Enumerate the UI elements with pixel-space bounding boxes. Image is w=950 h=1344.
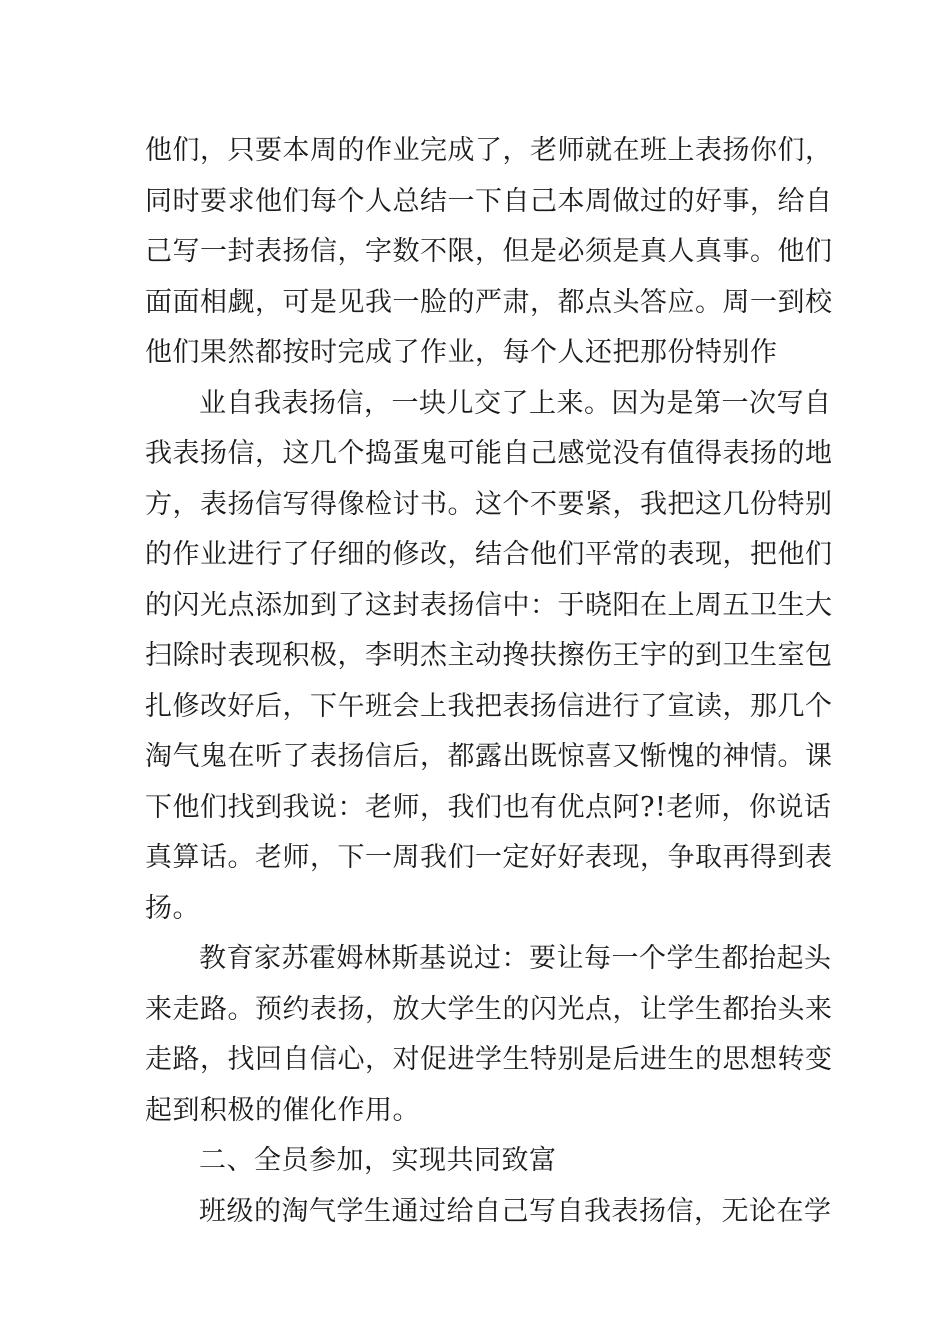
text-line: 扎修改好后，下午班会上我把表扬信进行了宣读，那几个	[145, 690, 833, 722]
text-line: 教育家苏霍姆林斯基说过：要让每一个学生都抬起头	[199, 943, 832, 974]
text-line: 下他们找到我说：老师，我们也有优点阿?!老师，你说话	[145, 791, 832, 823]
text-line: 淘气鬼在听了表扬信后，都露出既惊喜又惭愧的神情。课	[145, 741, 833, 772]
text-line: 二、全员参加，实现共同致富	[199, 1145, 557, 1176]
text-line: 班级的淘气学生通过给自己写自我表扬信，无论在学	[199, 1195, 832, 1227]
text-line: 方，表扬信写得像检讨书。这个不要紧，我把这几份特别	[145, 488, 833, 520]
text-line: 真算话。老师，下一周我们一定好好表现，争取再得到表	[145, 842, 833, 873]
text-line: 我表扬信，这几个捣蛋鬼可能自己感觉没有值得表扬的地	[145, 438, 833, 469]
text-line: 起到积极的催化作用。	[145, 1094, 420, 1126]
text-line: 己写一封表扬信，字数不限，但是必须是真人真事。他们	[145, 236, 833, 267]
text-line: 的作业进行了仔细的修改，结合他们平常的表现，把他们	[145, 539, 833, 570]
text-line: 来走路。预约表扬，放大学生的闪光点，让学生都抬头来	[145, 993, 833, 1025]
text-line: 扬。	[145, 892, 200, 924]
text-line: 同时要求他们每个人总结一下自己本周做过的好事，给自	[145, 185, 833, 217]
text-line: 他们果然都按时完成了作业，每个人还把那份特别作	[145, 337, 778, 368]
text-line: 面面相觑，可是见我一脸的严肃，都点头答应。周一到校	[145, 286, 833, 318]
text-line: 他们，只要本周的作业完成了，老师就在班上表扬你们，	[145, 135, 833, 166]
text-line: 扫除时表现积极，李明杰主动搀扶擦伤王宇的到卫生室包	[145, 640, 833, 671]
text-line: 业自我表扬信，一块儿交了上来。因为是第一次写自	[199, 387, 832, 419]
text-line: 的闪光点添加到了这封表扬信中：于晓阳在上周五卫生大	[145, 589, 833, 621]
document-body	[145, 126, 833, 1237]
text-line: 走路，找回自信心，对促进学生特别是后进生的思想转变	[145, 1044, 833, 1075]
